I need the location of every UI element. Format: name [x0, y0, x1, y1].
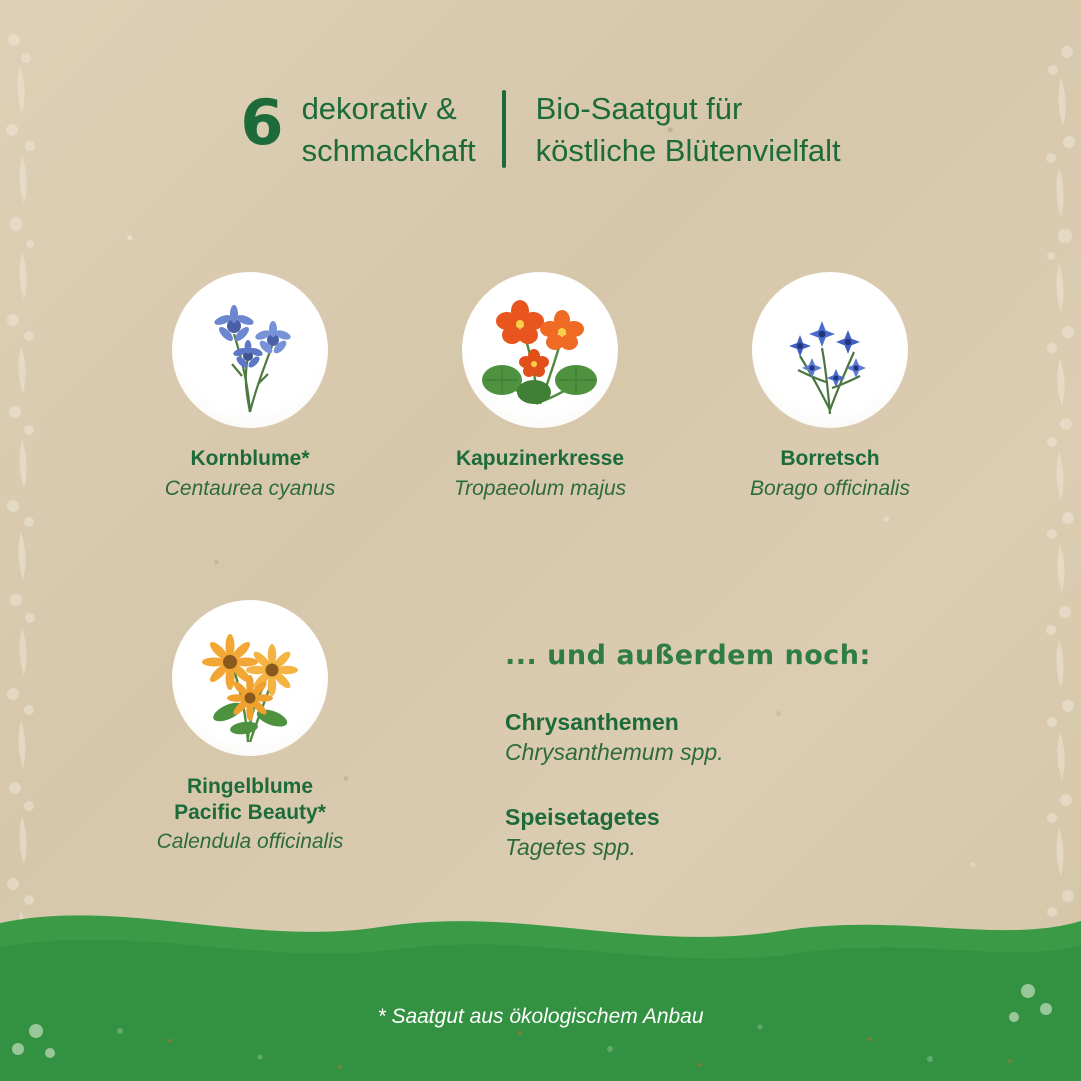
nasturtium-illustration — [462, 272, 618, 428]
additional-seeds-title: ... und außerdem noch: — [505, 640, 871, 671]
plant-name-borretsch: Borretsch — [780, 447, 880, 470]
headline-left-line1: dekorativ & — [301, 91, 457, 126]
plant-name-ringelblume — [125, 774, 375, 825]
additional-seed-speisetagetes — [505, 804, 965, 861]
header-divider — [502, 90, 506, 168]
headline-right-line2: köstliche Blütenvielfalt — [535, 133, 841, 169]
plant-latin-kornblume: Centaurea cyanus — [164, 476, 336, 500]
footer-wave-graphic — [0, 881, 1081, 1081]
additional-seed-name-0: Chrysanthemen — [505, 709, 679, 735]
plant-card-borretsch — [705, 272, 955, 501]
plant-card-ringelblume — [125, 600, 375, 855]
headline-right — [536, 78, 841, 172]
additional-seed-latin-1: Tagetes spp. — [505, 834, 636, 860]
header — [0, 78, 1081, 172]
plant-latin-kapuzinerkresse: Tropaeolum majus — [453, 476, 627, 500]
plant-name-kornblume: Kornblume* — [190, 447, 310, 470]
organic-footnote: * Saatgut aus ökologischem Anbau — [377, 1005, 704, 1028]
additional-seed-name-1: Speisetagetes — [505, 804, 660, 830]
plant-latin-borretsch: Borago officinalis — [750, 476, 910, 500]
borage-illustration — [752, 272, 908, 428]
plant-name-kapuzinerkresse: Kapuzinerkresse — [455, 447, 625, 470]
seed-count-number: 6 — [240, 86, 284, 159]
plant-name-ringelblume-line1: Ringelblume — [186, 775, 313, 798]
plant-latin-ringelblume: Calendula officinalis — [156, 830, 344, 854]
additional-seed-chrysanthemen — [505, 709, 965, 766]
headline-left — [302, 78, 476, 172]
headline-right-line1: Bio-Saatgut für — [535, 91, 743, 126]
headline-left-line2: schmackhaft — [301, 133, 476, 169]
additional-seeds-section — [505, 640, 965, 861]
cornflower-illustration — [172, 272, 328, 428]
additional-seed-latin-0: Chrysanthemum spp. — [505, 739, 724, 765]
plant-card-kapuzinerkresse — [415, 272, 665, 501]
plant-name-ringelblume-line2: Pacific Beauty* — [174, 800, 326, 824]
plant-card-kornblume — [125, 272, 375, 501]
calendula-illustration — [172, 600, 328, 756]
